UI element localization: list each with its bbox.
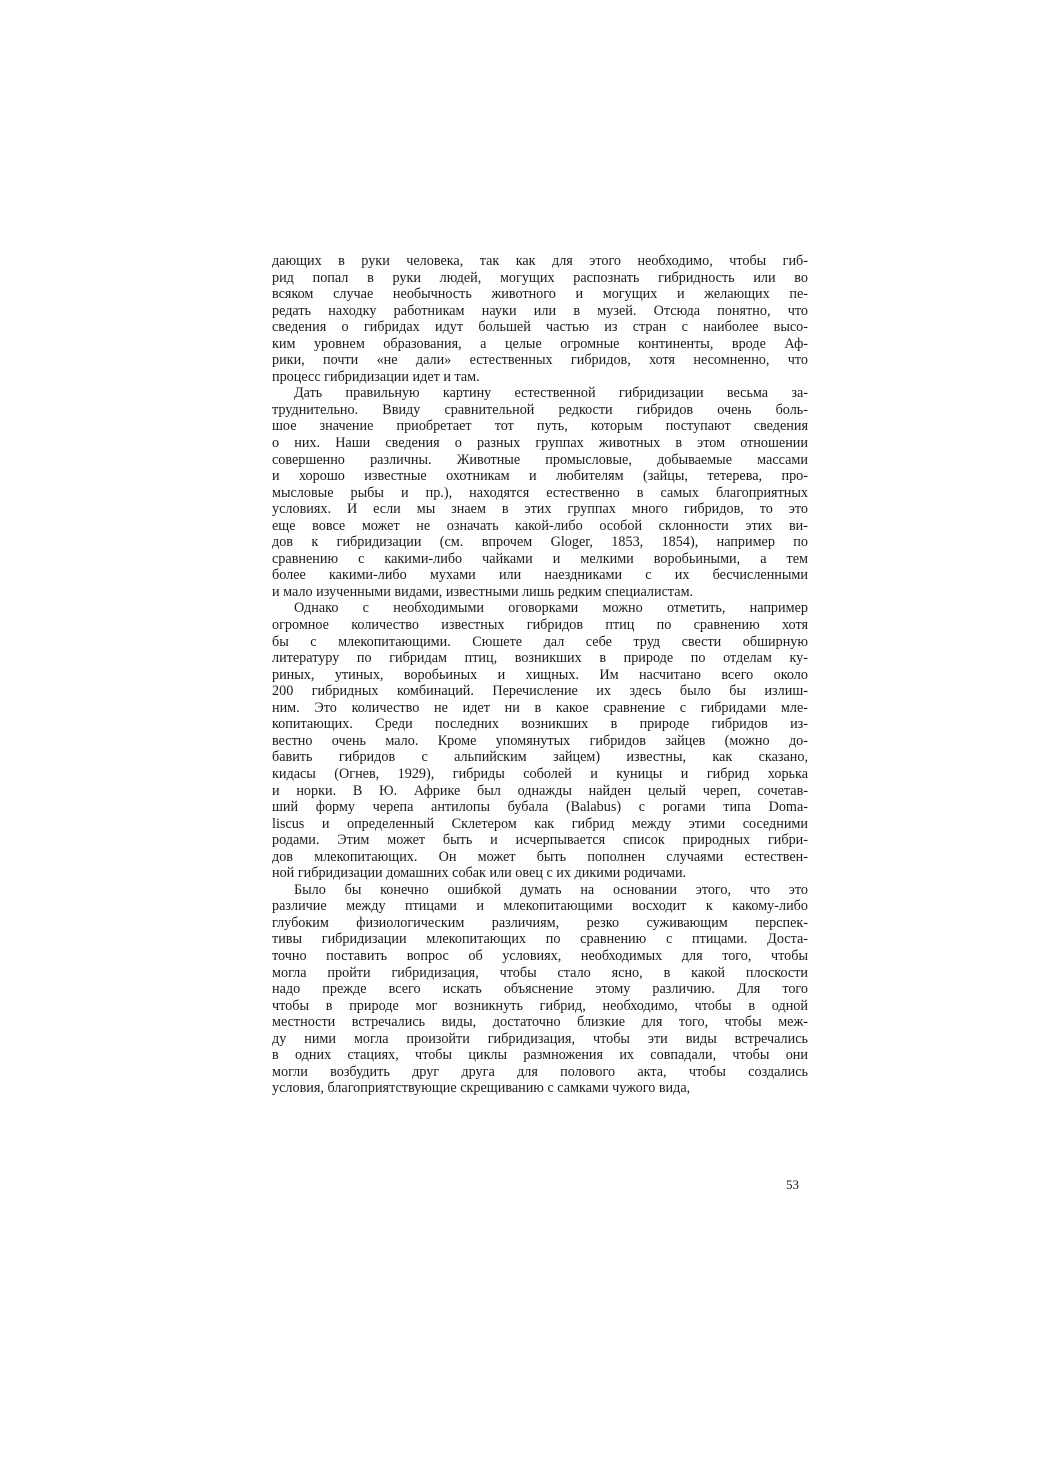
text-line: более какими-либо мухами или наездниками с их бесчисленными xyxy=(272,567,808,584)
text-line: огромное количество известных гибридов птиц по сравнению хотя xyxy=(272,617,808,634)
text-line: родами. Этим может быть и исчерпывается список природных гибри- xyxy=(272,832,808,849)
paragraph xyxy=(272,253,808,385)
text-line: условиях. И если мы знаем в этих группах много гибридов, то это xyxy=(272,501,808,518)
text-line: и норки. В Ю. Африке был однажды найден целый череп, сочетав- xyxy=(272,782,808,799)
text-line: всяком случае необычность животного и могущих и желающих пе- xyxy=(272,286,808,303)
text-line: различие между птицами и млекопитающими восходит к какому-либо xyxy=(272,898,808,915)
text-line: о них. Наши сведения о разных группах животных в этом отношении xyxy=(272,435,808,452)
text-line: мысловые рыбы и пр.), находятся естественно в самых благоприятных xyxy=(272,484,808,501)
text-line: бавить гибридов с альпийским зайцем) известны, как сказано, xyxy=(272,749,808,766)
text-line: могла пройти гибридизация, чтобы стало ясно, в какой плоскости xyxy=(272,964,808,981)
text-line: бы с млекопитающими. Сюшете дал себе труд свести обширную xyxy=(272,633,808,650)
text-line: надо прежде всего искать объяснение этому различию. Для того xyxy=(272,981,808,998)
text-line: рики, почти «не дали» естественных гибридов, хотя несомненно, что xyxy=(272,352,808,369)
text-line: риных, утиных, воробьиных и хищных. Им насчитано всего около xyxy=(272,666,808,683)
body-text xyxy=(272,253,808,1097)
text-line: тивы гибридизации млекопитающих по сравнению с птицами. Доста- xyxy=(272,931,808,948)
text-line: еще вовсе может не означать какой-либо особой склонности этих ви- xyxy=(272,517,808,534)
text-line: точно поставить вопрос об условиях, необходимых для того, чтобы xyxy=(272,947,808,964)
text-line: сведения о гибридах идут большей частью из стран с наиболее высо- xyxy=(272,319,808,336)
text-line: литературу по гибридам птиц, возникших в природе по отделам ку- xyxy=(272,650,808,667)
text-line: совершенно различны. Животные промысловые, добываемые массами xyxy=(272,451,808,468)
text-line: ним. Это количество не идет ни в какое сравнение с гибридами мле- xyxy=(272,699,808,716)
text-line: Дать правильную картину естественной гибридизации весьма за- xyxy=(294,385,808,402)
text-line: шое значение приобретает тот путь, которым поступают сведения xyxy=(272,418,808,435)
text-line: ший форму черепа антилопы бубала (Balabus) с рогами типа Doma- xyxy=(272,799,808,816)
paragraph xyxy=(272,882,808,1097)
text-line: могли возбудить друг друга для полового акта, чтобы создались xyxy=(272,1063,808,1080)
text-line: редать находку работникам науки или в музей. Отсюда понятно, что xyxy=(272,302,808,319)
text-line: условия, благоприятствующие скрещиванию с самками чужого вида, xyxy=(272,1080,691,1097)
text-line: труднительно. Ввиду сравнительной редкости гибридов очень боль- xyxy=(272,401,808,418)
text-line: и мало изученными видами, известными лишь редким специалистам. xyxy=(272,583,694,600)
paragraph xyxy=(272,385,808,600)
text-line: дов млекопитающих. Он может быть пополнен случаями естествен- xyxy=(272,848,808,865)
text-line: в одних стациях, чтобы циклы размножения их совпадали, чтобы они xyxy=(272,1047,808,1064)
text-line: местности встречались виды, достаточно близкие для того, чтобы меж- xyxy=(272,1014,808,1031)
text-line: ким уровнем образования, а целые огромные континенты, вроде Аф- xyxy=(272,335,808,352)
text-line: liscus и определенный Склетером как гибрид между этими соседними xyxy=(272,815,808,832)
text-line: 200 гибридных комбинаций. Перечисление их здесь было бы излиш- xyxy=(272,683,808,700)
text-line: ду ними могла произойти гибридизация, чтобы эти виды встречались xyxy=(272,1030,808,1047)
text-line: глубоким физиологическим различиям, резко суживающим перспек- xyxy=(272,914,808,931)
text-line: кидасы (Огнев, 1929), гибриды соболей и куницы и гибрид хорька xyxy=(272,765,808,782)
text-line: Было бы конечно ошибкой думать на основании этого, что это xyxy=(294,881,808,898)
text-line: рид попал в руки людей, могущих распознать гибридность или во xyxy=(272,269,808,286)
page-number: 53 xyxy=(786,1177,799,1192)
text-line: ной гибридизации домашних собак или овец с их дикими родичами. xyxy=(272,865,687,882)
text-line: копитающих. Среди последних возникших в природе гибридов из- xyxy=(272,716,808,733)
paragraph xyxy=(272,600,808,881)
text-line: вестно очень мало. Кроме упомянутых гибридов зайцев (можно до- xyxy=(272,732,808,749)
text-line: дающих в руки человека, так как для этого необходимо, чтобы гиб- xyxy=(272,253,808,269)
text-line: чтобы в природе мог возникнуть гибрид, необходимо, чтобы в одной xyxy=(272,997,808,1014)
text-line: Однако с необходимыми оговорками можно отметить, например xyxy=(294,600,808,617)
text-line: процесс гибридизации идет и там. xyxy=(272,368,480,385)
text-line: сравнению с какими-либо чайками и мелкими воробьиными, а тем xyxy=(272,550,808,567)
text-line: дов к гибридизации (см. впрочем Gloger, 1853, 1854), например по xyxy=(272,534,808,551)
text-line: и хорошо известные охотникам и любителям (зайцы, тетерева, про- xyxy=(272,468,808,485)
